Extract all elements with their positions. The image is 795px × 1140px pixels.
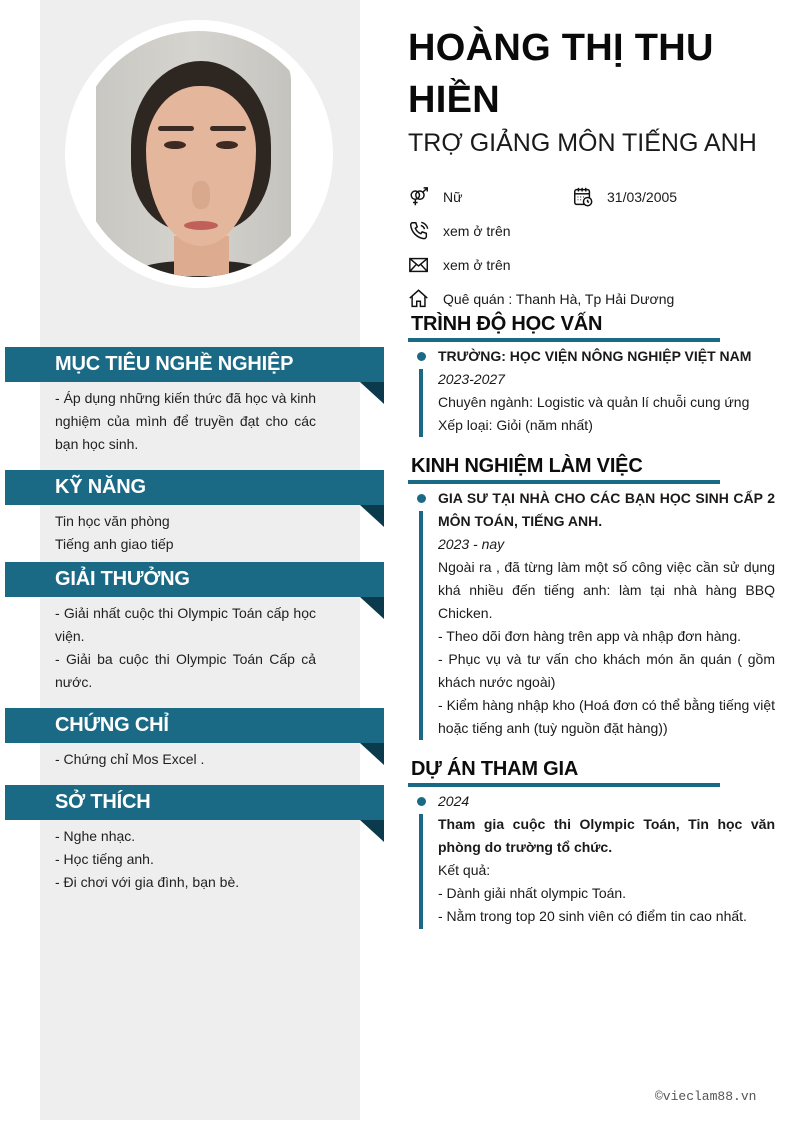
ribbon-fold	[360, 597, 384, 619]
section-title-projects: DỰ ÁN THAM GIA	[411, 758, 579, 780]
hobbies-list	[55, 825, 316, 894]
experience-entry	[438, 487, 775, 740]
section-header-hobbies	[5, 785, 384, 820]
section-title: SỞ THÍCH	[55, 791, 151, 813]
timeline-dot	[417, 352, 426, 361]
job-position: GIA SƯ TẠI NHÀ CHO CÁC BẠN HỌC SINH CẤP 2 MÔN TOÁN, TIẾNG ANH.	[438, 490, 775, 529]
project-line: Kết quả:	[438, 862, 491, 878]
photo-eye	[164, 141, 186, 149]
contact-birthday	[572, 186, 677, 208]
experience-line: Ngoài ra , đã từng làm một số công việc cần sử dụng khá nhiều đến tiếng anh: làm tại nhà hàng BBQ Chicken.	[438, 559, 775, 621]
education-entry	[438, 345, 775, 437]
photo-eye	[216, 141, 238, 149]
section-rule	[408, 783, 720, 787]
gender-icon	[408, 186, 430, 208]
hobby-item: - Học tiếng anh.	[55, 851, 154, 867]
section-title: CHỨNG CHỈ	[55, 714, 169, 736]
school-name: TRƯỜNG: HỌC VIỆN NÔNG NGHIỆP VIỆT NAM	[438, 348, 752, 364]
section-rule	[408, 338, 720, 342]
section-title-experience: KINH NGHIỆM LÀM VIỆC	[411, 455, 643, 477]
project-entry	[438, 790, 775, 928]
section-title: GIẢI THƯỞNG	[55, 568, 190, 590]
email-value: xem ở trên	[443, 257, 511, 273]
education-major: Chuyên ngành: Logistic và quản lí chuỗi cung ứng	[438, 394, 750, 410]
certificates-list	[55, 748, 316, 771]
timeline-dot	[417, 797, 426, 806]
award-item: - Giải ba cuộc thi Olympic Toán Cấp cả nước.	[55, 651, 316, 690]
section-header-certificates	[5, 708, 384, 743]
photo-nose	[192, 181, 210, 209]
hobby-item: - Nghe nhạc.	[55, 828, 136, 844]
section-title: KỸ NĂNG	[55, 476, 146, 498]
award-item: - Giải nhất cuộc thi Olympic Toán cấp học viện.	[55, 605, 316, 644]
ribbon-fold	[360, 820, 384, 842]
skill-item: Tiếng anh giao tiếp	[55, 536, 174, 552]
ribbon-fold	[360, 505, 384, 527]
candidate-name: HOÀNG THỊ THU HIỀN	[408, 27, 714, 121]
project-line: - Dành giải nhất olympic Toán.	[438, 885, 627, 901]
mail-icon	[408, 254, 430, 276]
experience-period: 2023 - nay	[438, 536, 505, 552]
section-title: MỤC TIÊU NGHỀ NGHIỆP	[55, 353, 294, 375]
section-header-awards	[5, 562, 384, 597]
watermark: ©vieclam88.vn	[655, 1089, 757, 1104]
career-goal-text	[55, 387, 316, 456]
timeline-bar	[419, 511, 423, 740]
job-title: TRỢ GIẢNG MÔN TIẾNG ANH	[408, 129, 757, 157]
ribbon-fold	[360, 743, 384, 765]
section-header-skills	[5, 470, 384, 505]
career-goal-line: - Áp dụng những kiến thức đã học và kinh nghiệm của mình để truyền đạt cho các bạn học sinh.	[55, 390, 316, 452]
phone-value: xem ở trên	[443, 223, 511, 239]
photo-lips	[184, 221, 218, 230]
section-header-career-goal	[5, 347, 384, 382]
contact-email	[408, 254, 511, 276]
skills-list	[55, 510, 316, 556]
hometown-value: Quê quán : Thanh Hà, Tp Hải Dương	[443, 291, 675, 307]
timeline-dot	[417, 494, 426, 503]
project-period: 2024	[438, 793, 470, 809]
project-line: - Nằm trong top 20 sinh viên có điểm tin cao nhất.	[438, 908, 747, 924]
home-icon	[408, 288, 430, 310]
experience-line: - Theo dõi đơn hàng trên app và nhập đơn hàng.	[438, 628, 741, 644]
birthday-value: 31/03/2005	[607, 189, 678, 205]
project-name: Tham gia cuộc thi Olympic Toán, Tin học văn phòng do trường tổ chức.	[438, 816, 775, 855]
ribbon-fold	[360, 382, 384, 404]
contact-hometown	[408, 288, 674, 310]
certificate-item: - Chứng chỉ Mos Excel .	[55, 751, 205, 767]
timeline-bar	[419, 369, 423, 437]
photo-brow	[210, 126, 246, 131]
photo-brow	[158, 126, 194, 131]
education-period: 2023-2027	[438, 371, 505, 387]
skill-item: Tin học văn phòng	[55, 513, 170, 529]
education-rank: Xếp loại: Giỏi (năm nhất)	[438, 417, 593, 433]
contact-gender	[408, 186, 462, 208]
awards-list	[55, 602, 316, 694]
avatar	[76, 31, 322, 277]
experience-line: - Phục vụ và tư vấn cho khách món ăn quán ( gồm khách nước ngoài)	[438, 651, 775, 690]
hobby-item: - Đi chơi với gia đình, bạn bè.	[55, 874, 240, 890]
contact-phone	[408, 220, 511, 242]
timeline-bar	[419, 814, 423, 929]
calendar-icon	[572, 186, 594, 208]
section-title-education: TRÌNH ĐỘ HỌC VẤN	[411, 313, 603, 335]
section-rule	[408, 480, 720, 484]
experience-line: - Kiểm hàng nhập kho (Hoá đơn có thể bằng tiếng việt hoặc tiếng anh (tuỳ nguồn đặt hàng))	[438, 697, 775, 736]
phone-icon	[408, 220, 430, 242]
gender-value: Nữ	[443, 189, 463, 205]
